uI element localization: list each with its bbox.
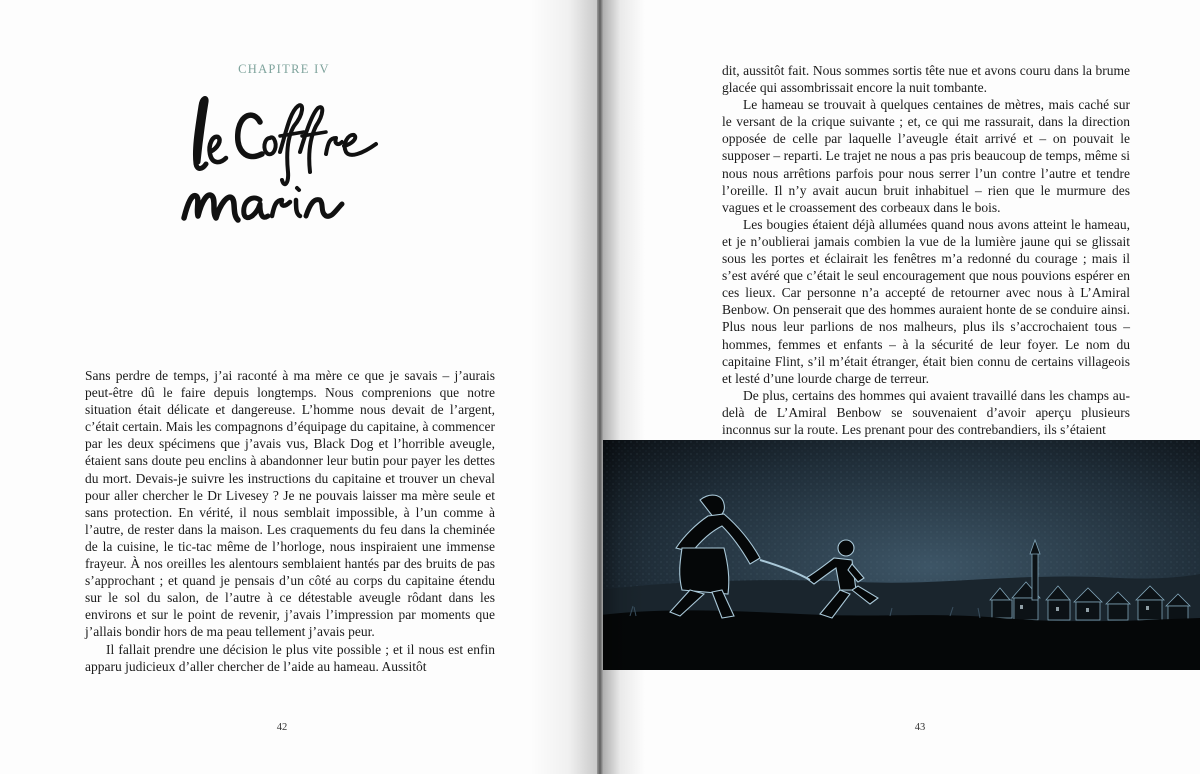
paragraph: De plus, certains des hommes qui avaient travaillé dans les champs au-delà de L’Amiral Benbow se souvenaient d’avoir aperçu plusieurs inconnus sur la route. Les prenant pour des contrebandiers, ils s’étaient bbox=[722, 387, 1130, 437]
page-number-right: 43 bbox=[914, 722, 926, 733]
paragraph: Le hameau se trouvait à quelques centaines de mètres, mais caché sur le versant de la crique suivante ; et, ce qui me rassurait, dans la direction opposée de celle par laquelle l’aveugle était arrivé et – on pouvait le supposer – reparti. Le trajet ne nous a pas pris beaucoup de temps, même si nous nous arrêtions parfois pour nous serrer l’un contre l’autre et tendre l’oreille. Il n’y avait aucun bruit inhabituel – rien que le murmure des vagues et le croassement des corbeaux dans le bois. bbox=[722, 97, 1130, 215]
left-gutter-shadow bbox=[530, 0, 600, 774]
paragraph: dit, aussitôt fait. Nous sommes sortis tête nue et avons couru dans la brume glacée qui assombrissait encore la nuit tombante. bbox=[722, 63, 1130, 96]
night-escape-illustration bbox=[600, 440, 1200, 670]
page-number-left: 42 bbox=[276, 722, 288, 733]
right-page bbox=[600, 0, 1200, 774]
left-page-body bbox=[85, 367, 495, 675]
book-spine bbox=[597, 0, 603, 774]
right-page-body bbox=[722, 62, 1130, 438]
chapter-label: CHAPITRE IV bbox=[238, 62, 330, 76]
right-gutter-shadow bbox=[600, 0, 645, 774]
paragraph: Il fallait prendre une décision le plus vite possible ; et il nous est enfin apparu judicieux d’aller chercher de l’aide au hameau. Aussitôt bbox=[85, 641, 495, 674]
paragraph: Les bougies étaient déjà allumées quand nous avons atteint le hameau, et je n’oublierai jamais combien la vue de la lumière jaune qui se glissait sous les portes et éclairait les fenêtres m’a redonné du courage ; mais il s’est avéré que c’était le seul encouragement que nous pouvions espérer en ces lieux. Car personne n’a accepté de retourner avec nous à L’Amiral Benbow. On penserait que des hommes auraient honte de se conduire ainsi. Plus nous leur parlions de nos malheurs, plus ils s’accrochaient tous – hommes, femmes et enfants – à la sécurité de leur foyer. Le nom du capitaine Flint, s’il m’était étranger, était bien connu de certains villageois et lesté d’une lourde charge de terreur. bbox=[722, 216, 1130, 386]
chapter-title-handwritten bbox=[176, 92, 396, 232]
paragraph: Sans perdre de temps, j’ai raconté à ma mère ce que je savais – j’aurais peut-être dû le faire depuis longtemps. Nous comprenions que notre situation était délicate et dangereuse. L’homme nous devait de l’argent, c’était certain. Mais les compagnons d’équipage du capitaine, à commencer par les deux spécimens que j’avais vus, Black Dog et l’horrible aveugle, étaient sans doute peu enclins à abandonner leur butin pour payer les dettes du mort. Devais-je suivre les instructions du capitaine et trouver un cheval pour aller chercher le Dr Livesey ? Je ne pouvais laisser ma mère seule et sans protection. En vérité, il nous semblait impossible, à l’un comme à l’autre, de rester dans la maison. Les craquements du feu dans la cheminée de la cuisine, le tic-tac même de l’horloge, nous inspiraient une immense frayeur. À nos oreilles les alentours semblaient hantés par des bruits de pas s’approchant ; et quand je pensais d’un côté au corps du capitaine étendu sur le sol du salon, de l’autre à ce détestable aveugle rôdant dans les environs et sur le point de revenir, j’avais l’impression par moments que j’allais bondir hors de ma peau tellement j’avais peur. bbox=[85, 368, 495, 640]
illustration-artwork bbox=[600, 440, 1200, 670]
